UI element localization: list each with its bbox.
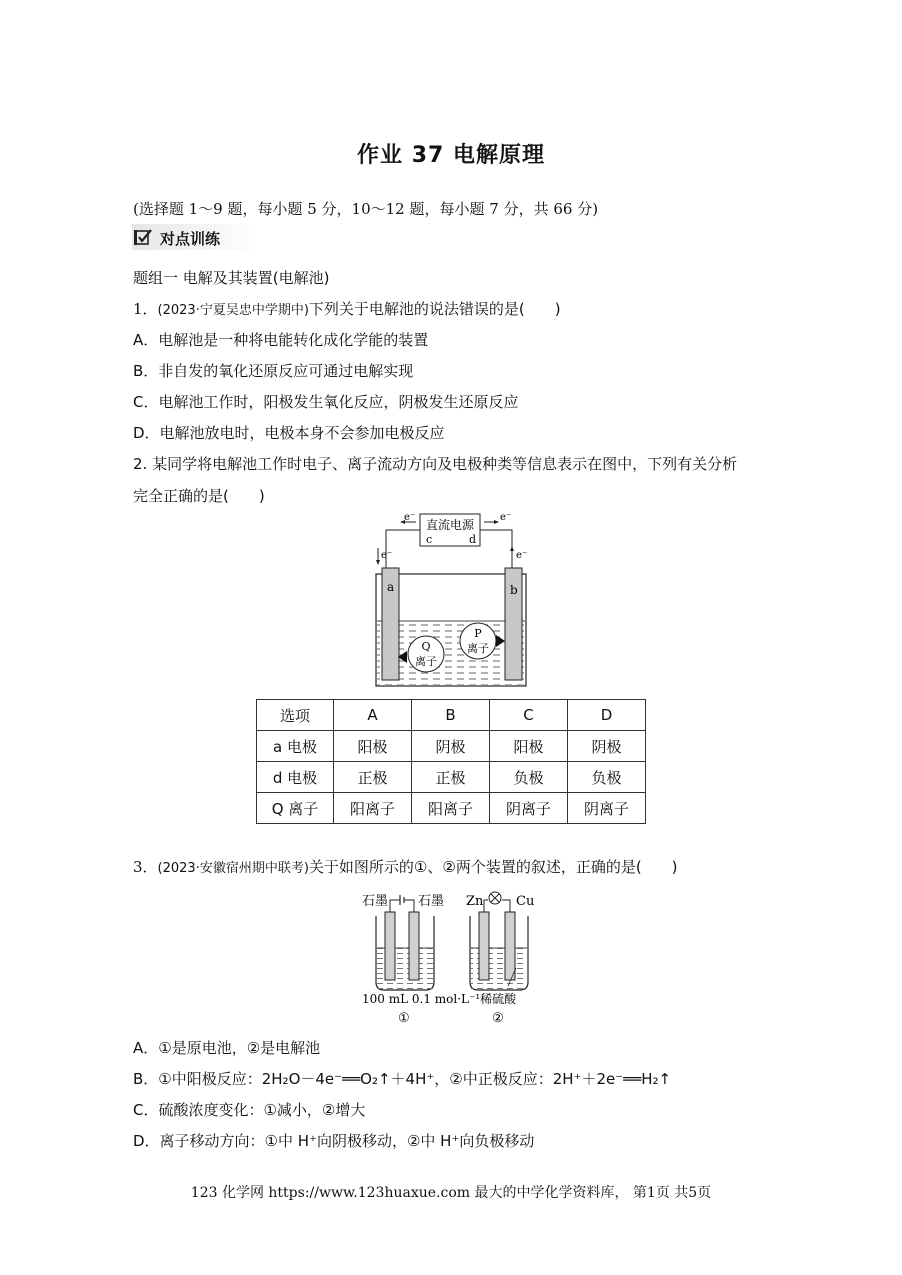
question-1-number: 1． <box>133 300 158 318</box>
ion-p-label-1: P <box>474 627 482 640</box>
table-header-cell: C <box>490 700 568 731</box>
left-electrode-1 <box>385 912 395 980</box>
cell-2-label: ② <box>492 1011 504 1026</box>
table-header-cell: A <box>334 700 412 731</box>
ion-q-label-1: Q <box>421 640 431 653</box>
cu-electrode <box>505 912 515 980</box>
question-1-option-c: C．电解池工作时，阳极发生氧化反应，阴极发生还原反应 <box>133 393 519 411</box>
table-cell: 正极 <box>334 762 412 793</box>
table-cell: 阴极 <box>412 731 490 762</box>
table-cell: d 电极 <box>257 762 334 793</box>
zn-electrode <box>479 912 489 980</box>
left-electrode-2 <box>409 912 419 980</box>
page-footer: 123 化学网 https://www.123huaxue.com 最大的中学化学资料库， 第1页 共5页 <box>190 1185 712 1201</box>
table-row <box>257 731 646 762</box>
question-3-stem <box>133 856 678 877</box>
table-cell: 负极 <box>568 762 646 793</box>
question-3-number: 3． <box>133 858 158 876</box>
question-2-stem-line-2: 完全正确的是( ) <box>133 487 265 505</box>
ion-q-label-2: 离子 <box>415 655 437 668</box>
power-supply-label: 直流电源 <box>425 518 475 532</box>
question-1-stem <box>133 298 561 319</box>
question-3-option-a: A．①是原电池，②是电解池 <box>133 1039 321 1057</box>
right-electrode-1-label: Zn <box>466 894 484 909</box>
question-3-text: 关于如图所示的①、②两个装置的叙述，正确的是( ) <box>308 858 678 876</box>
left-electrode-1-label: 石墨 <box>362 894 389 909</box>
electron-label-top-left: e⁻ <box>404 512 416 523</box>
table-header-cell: 选项 <box>257 700 334 731</box>
scoring-note: (选择题 1～9 题，每小题 5 分，10～12 题，每小题 7 分，共 66 分) <box>133 200 599 218</box>
section-label: 对点训练 <box>160 230 221 248</box>
question-1-text: 下列关于电解池的说法错误的是( ) <box>308 300 561 318</box>
question-1-option-a: A．电解池是一种将电能转化成化学能的装置 <box>133 331 429 349</box>
checkbox-icon <box>134 228 152 246</box>
question-3-source: (2023·安徽宿州期中联考) <box>157 861 309 876</box>
page-title: 作业 37 电解原理 <box>357 143 545 168</box>
question-3-option-c: C．硫酸浓度变化：①减小，②增大 <box>133 1101 366 1119</box>
electrode-a-label: a <box>387 580 395 594</box>
terminal-c-label: c <box>426 533 433 546</box>
electrolysis-cell-figure <box>360 508 560 690</box>
table-cell: 阴离子 <box>568 793 646 824</box>
electrode-b-label: b <box>510 583 518 597</box>
table-cell: 负极 <box>490 762 568 793</box>
electron-label-left: e⁻ <box>381 550 393 561</box>
terminal-d-label: d <box>469 533 477 546</box>
table-header-row <box>257 700 646 731</box>
electron-label-right: e⁻ <box>516 550 528 561</box>
question-3-option-d: D．离子移动方向：①中 H⁺向阴极移动，②中 H⁺向负极移动 <box>133 1132 535 1150</box>
table-cell: 阳离子 <box>334 793 412 824</box>
question-1-option-b: B．非自发的氧化还原反应可通过电解实现 <box>133 362 414 380</box>
table-row <box>257 762 646 793</box>
solution-label: 100 mL 0.1 mol·L⁻¹稀硫酸 <box>362 992 517 1006</box>
cell-1-label: ① <box>398 1011 410 1026</box>
left-electrode-2-label: 石墨 <box>418 894 445 909</box>
two-cells-figure <box>356 886 552 1026</box>
table-cell: 阳极 <box>490 731 568 762</box>
electron-label-top-right: e⁻ <box>500 512 512 523</box>
question-3-option-b: B．①中阳极反应：2H₂O－4e⁻══O₂↑＋4H⁺，②中正极反应：2H⁺＋2e⁻══H₂↑ <box>133 1070 672 1088</box>
table-cell: 正极 <box>412 762 490 793</box>
table-cell: 阳离子 <box>412 793 490 824</box>
table-cell: 阴极 <box>568 731 646 762</box>
table-cell: Q 离子 <box>257 793 334 824</box>
question-2-options-table <box>256 699 646 824</box>
question-2-stem-line-1: 2. 某同学将电解池工作时电子、离子流动方向及电极种类等信息表示在图中，下列有关分析 <box>133 455 738 473</box>
table-cell: 阴离子 <box>490 793 568 824</box>
table-cell: a 电极 <box>257 731 334 762</box>
table-row <box>257 793 646 824</box>
ion-p-label-2: 离子 <box>467 642 489 655</box>
table-cell: 阳极 <box>334 731 412 762</box>
group-heading: 题组一 电解及其装置(电解池) <box>133 269 330 287</box>
table-header-cell: D <box>568 700 646 731</box>
question-1-option-d: D．电解池放电时，电极本身不会参加电极反应 <box>133 424 445 442</box>
right-electrode-2-label: Cu <box>516 894 535 909</box>
table-header-cell: B <box>412 700 490 731</box>
question-1-source: (2023·宁夏吴忠中学期中) <box>157 303 309 318</box>
